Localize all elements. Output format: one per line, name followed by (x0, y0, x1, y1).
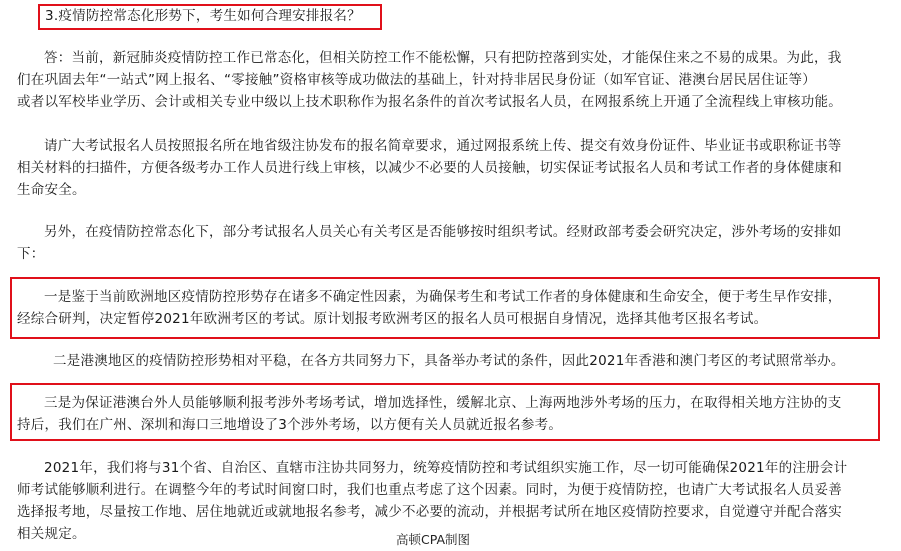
point-1-line: 经综合研判，决定暂停2021年欧洲考区的考试。原计划报考欧洲考区的报名人员可根据自身情况，选择其他考区报名考试。 (17, 311, 768, 327)
point-3-line: 三是为保证港澳台外人员能够顺利报考涉外考场考试，增加选择性，缓解北京、上海两地涉外考场的压力，在取得相关地方注协的支 (44, 395, 842, 411)
answer-paragraph-line: 们在巩固去年“一站式”网上报名、“零接触”资格审核等成功做法的基础上，针对持非居民身份证（如军官证、港澳台居民居住证等） (17, 72, 816, 88)
image-caption: 高顿CPA制图 (396, 532, 471, 547)
paragraph-line: 下： (17, 246, 45, 262)
paragraph-line: 相关材料的扫描件，方便各级考办工作人员进行线上审核，以减少不必要的人员接触，切实保证考试报名人员和考试工作者的身体健康和 (17, 160, 842, 176)
paragraph-line: 请广大考试报名人员按照报名所在地省级注协发布的报名简章要求，通过网报系统上传、提交有效身份证件、毕业证书或职称证书等 (44, 138, 842, 154)
paragraph-line: 选择报考地，尽量按工作地、居住地就近或就地报名参考，减少不必要的流动，并根据考试所在地区疫情防控要求，自觉遵守并配合落实 (17, 504, 842, 520)
answer-paragraph-line: 答：当前，新冠肺炎疫情防控工作已常态化，但相关防控工作不能松懈，只有把防控落到实处，才能保住来之不易的成果。为此，我 (44, 50, 842, 66)
point-2-line: 二是港澳地区的疫情防控形势相对平稳，在各方共同努力下，具备举办考试的条件，因此2021年香港和澳门考区的考试照常举办。 (53, 353, 845, 369)
question-heading: 3.疫情防控常态化形势下，考生如何合理安排报名？ (45, 8, 361, 24)
point-3-line: 持后，我们在广州、深圳和海口三地增设了3个涉外考场，以方便有关人员就近报名参考。 (17, 417, 563, 433)
paragraph-line: 师考试能够顺利进行。在调整今年的考试时间窗口时，我们也重点考虑了这个因素。同时，为便于疫情防控，也请广大考试报名人员妥善 (17, 482, 842, 498)
paragraph-line: 生命安全。 (17, 182, 86, 198)
answer-paragraph-line: 或者以军校毕业学历、会计或相关专业中级以上技术职称作为报名条件的首次考试报名人员，在网报系统上开通了全流程线上审核功能。 (17, 94, 842, 110)
paragraph-line: 2021年，我们将与31个省、自治区、直辖市注协共同努力，统筹疫情防控和考试组织实施工作，尽一切可能确保2021年的注册会计 (44, 460, 848, 476)
paragraph-line: 另外，在疫情防控常态化下，部分考试报名人员关心有关考区是否能够按时组织考试。经财政部考委会研究决定，涉外考场的安排如 (44, 224, 842, 240)
paragraph-line: 相关规定。 (17, 526, 86, 542)
point-1-line: 一是鉴于当前欧洲地区疫情防控形势存在诸多不确定性因素，为确保考生和考试工作者的身体健康和生命安全，便于考生早作安排， (44, 289, 842, 305)
